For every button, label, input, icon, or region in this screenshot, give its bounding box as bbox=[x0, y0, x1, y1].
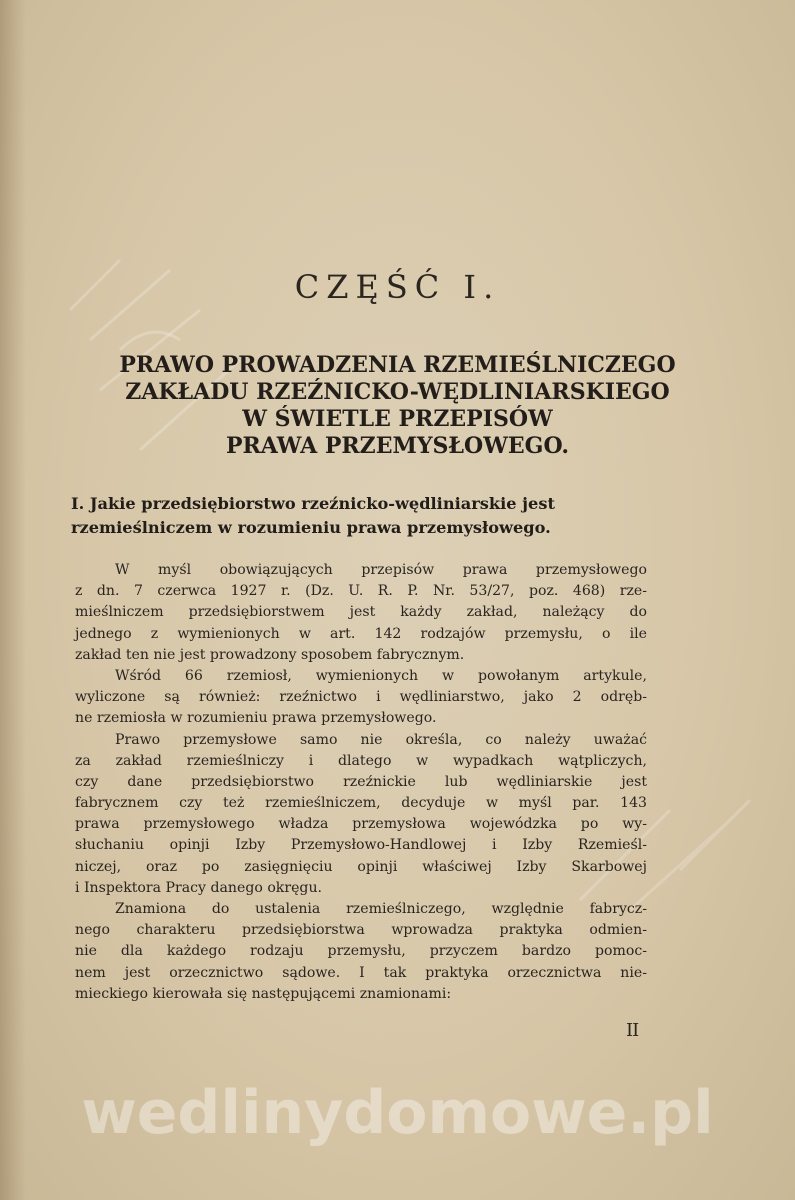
text-line: z dn. 7 czerwca 1927 r. (Dz. U. R. P. Nr. 53/27, poz. 468) rze- bbox=[75, 583, 647, 600]
paragraph-4 bbox=[75, 899, 647, 1005]
chapter-title-line: ZAKŁADU RZEŹNICKO-WĘDLINIARSKIEGO bbox=[125, 379, 670, 405]
text-line: słuchaniu opinji Izby Przemysłowo-Handlowej i Izby Rzemieśl- bbox=[75, 837, 647, 854]
text-line: jednego z wymienionych w art. 142 rodzajów przemysłu, o ile bbox=[75, 625, 647, 642]
page-number: II bbox=[626, 1020, 639, 1041]
paragraph-1 bbox=[75, 560, 647, 666]
text-line: mieckiego kierowała się następującemi znamionami: bbox=[75, 985, 452, 1002]
body-text bbox=[75, 560, 647, 1005]
page-edge-shadow bbox=[0, 0, 26, 1200]
text-line: prawa przemysłowego władza przemysłowa wojewódzka po wy- bbox=[75, 816, 647, 833]
text-line: zakład ten nie jest prowadzony sposobem fabrycznym. bbox=[75, 646, 465, 663]
text-line: nie dla każdego rodzaju przemysłu, przyczem bardzo pomoc- bbox=[75, 943, 647, 960]
text-line: fabrycznem czy też rzemieślniczem, decyduje w myśl par. 143 bbox=[75, 795, 647, 812]
text-line: mieślniczem przedsiębiorstwem jest każdy zakład, należący do bbox=[75, 604, 647, 621]
text-line: W myśl obowiązujących przepisów prawa przemysłowego bbox=[115, 562, 647, 578]
text-line: i Inspektora Pracy danego okręgu. bbox=[75, 879, 323, 896]
text-line: Znamiona do ustalenia rzemieślniczego, względnie fabrycz- bbox=[115, 901, 647, 917]
text-line: Wśród 66 rzemiosł, wymienionych w powołanym artykule, bbox=[115, 667, 647, 684]
text-line: niczej, oraz po zasięgnięciu opinji właściwej Izby Skarbowej bbox=[75, 858, 647, 875]
part-title: CZĘŚĆ I. bbox=[294, 268, 501, 306]
chapter-title-line: W ŚWIETLE PRZEPISÓW bbox=[242, 406, 553, 432]
section-heading-line: rzemieślniczem w rozumieniu prawa przemysłowego. bbox=[71, 518, 551, 537]
section-heading-line: I. Jakie przedsiębiorstwo rzeźnicko-wędliniarskie jest bbox=[71, 494, 555, 513]
paragraph-3 bbox=[75, 730, 647, 900]
chapter-title-line: PRAWO PROWADZENIA RZEMIEŚLNICZEGO bbox=[119, 352, 676, 378]
chapter-title-line: PRAWA PRZEMYSŁOWEGO. bbox=[225, 433, 569, 459]
chapter-title bbox=[60, 352, 735, 460]
text-line: za zakład rzemieślniczy i dlatego w wypadkach wątpliczych, bbox=[75, 752, 647, 769]
text-line: Prawo przemysłowe samo nie określa, co należy uważać bbox=[115, 731, 647, 748]
site-watermark: wedlinydomowe.pl bbox=[81, 1078, 714, 1148]
section-heading bbox=[71, 492, 661, 540]
paragraph-2 bbox=[75, 666, 647, 730]
text-line: ne rzemiosła w rozumieniu prawa przemysłowego. bbox=[75, 710, 437, 727]
text-line: nem jest orzecznictwo sądowe. I tak praktyka orzecznictwa nie- bbox=[75, 964, 647, 981]
text-line: nego charakteru przedsiębiorstwa wprowadza praktyka odmien- bbox=[75, 922, 647, 939]
text-line: czy dane przedsiębiorstwo rzeźnickie lub wędliniarskie jest bbox=[75, 773, 647, 790]
text-line: wyliczone są również: rzeźnictwo i wędliniarstwo, jako 2 odręb- bbox=[75, 689, 647, 706]
